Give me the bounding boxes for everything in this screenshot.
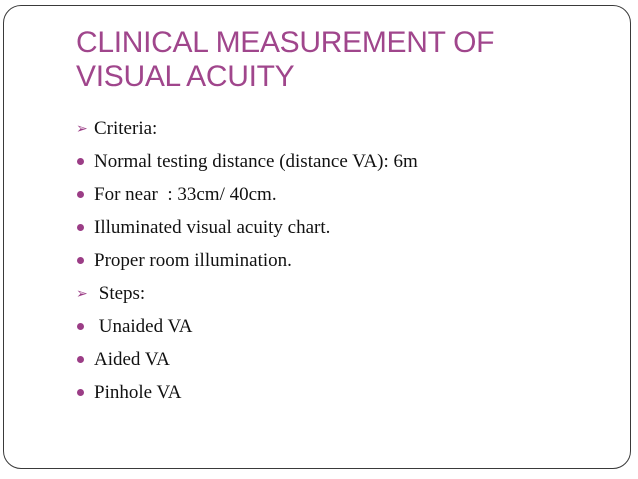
slide-frame bbox=[3, 5, 631, 469]
dot-bullet-icon bbox=[76, 356, 94, 363]
bullet-criteria bbox=[76, 112, 418, 145]
bullet-unaided bbox=[76, 310, 418, 343]
dot-bullet-icon bbox=[76, 224, 94, 231]
bullet-text: For near : 33cm/ 40cm. bbox=[94, 183, 277, 205]
bullet-pinhole bbox=[76, 376, 418, 409]
bullet-text: Criteria: bbox=[94, 117, 158, 139]
dot-bullet-icon bbox=[76, 191, 94, 198]
bullet-list bbox=[76, 112, 418, 409]
bullet-distance bbox=[76, 145, 418, 178]
dot-bullet-icon bbox=[76, 389, 94, 396]
bullet-text: Normal testing distance (distance VA): 6m bbox=[94, 150, 418, 172]
bullet-text: Illuminated visual acuity chart. bbox=[94, 216, 331, 238]
bullet-aided bbox=[76, 343, 418, 376]
arrow-bullet-icon: ➢ bbox=[76, 285, 88, 302]
bullet-near bbox=[76, 178, 418, 211]
bullet-text: Steps: bbox=[94, 282, 146, 304]
slide-title-line-2: VISUAL ACUITY bbox=[76, 60, 295, 93]
bullet-illumination bbox=[76, 244, 418, 277]
bullet-steps bbox=[76, 277, 418, 310]
slide-title-line-1: CLINICAL MEASUREMENT OF bbox=[76, 26, 495, 59]
dot-bullet-icon bbox=[76, 158, 94, 165]
bullet-chart bbox=[76, 211, 418, 244]
bullet-text: Proper room illumination. bbox=[94, 249, 292, 271]
bullet-text: Pinhole VA bbox=[94, 381, 182, 403]
arrow-bullet-icon: ➢ bbox=[76, 120, 88, 137]
dot-bullet-icon bbox=[76, 257, 94, 264]
bullet-text: Aided VA bbox=[94, 348, 170, 370]
slide-title bbox=[76, 26, 596, 94]
bullet-text: Unaided VA bbox=[94, 315, 193, 337]
dot-bullet-icon bbox=[76, 323, 94, 330]
